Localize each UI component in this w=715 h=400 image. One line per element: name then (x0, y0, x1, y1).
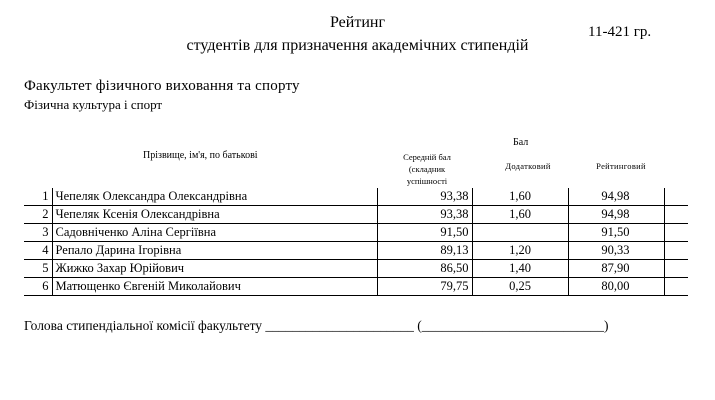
student-name: Садовніченко Аліна Сергіївна (52, 224, 377, 242)
row-number: 5 (24, 260, 52, 278)
empty-cell (664, 188, 688, 206)
rating-score: 91,50 (568, 224, 664, 242)
table-row (24, 278, 688, 296)
column-header-average (383, 151, 471, 187)
student-name: Репало Дарина Ігорівна (52, 242, 377, 260)
average-score: 86,50 (377, 260, 472, 278)
group-label: 11-421 гр. (588, 24, 652, 40)
student-name: Жижко Захар Юрійович (52, 260, 377, 278)
empty-cell (664, 206, 688, 224)
faculty-name: Факультет фізичного виховання та спорту (24, 78, 300, 94)
column-header-extra: Додатковий (505, 161, 551, 171)
document-subtitle: студентів для призначення академічних стипендій (186, 37, 529, 54)
average-score: 89,13 (377, 242, 472, 260)
rating-table-body (24, 188, 688, 296)
rating-table (24, 188, 688, 296)
empty-cell (664, 278, 688, 296)
rating-score: 94,98 (568, 188, 664, 206)
rating-score: 94,98 (568, 206, 664, 224)
extra-score: 1,60 (472, 188, 568, 206)
row-number: 1 (24, 188, 52, 206)
empty-cell (664, 260, 688, 278)
table-row (24, 260, 688, 278)
column-header-average-line1: Середній бал (403, 152, 451, 162)
extra-score: 1,40 (472, 260, 568, 278)
average-score: 91,50 (377, 224, 472, 242)
average-score: 79,75 (377, 278, 472, 296)
table-row (24, 224, 688, 242)
empty-cell (664, 224, 688, 242)
column-header-average-line2: (складник (408, 164, 446, 174)
row-number: 2 (24, 206, 52, 224)
table-row (24, 242, 688, 260)
rating-score: 90,33 (568, 242, 664, 260)
row-number: 6 (24, 278, 52, 296)
specialty-name: Фізична культура і спорт (24, 97, 163, 112)
extra-score: 1,60 (472, 206, 568, 224)
column-header-bal: Бал (513, 137, 529, 148)
extra-score (472, 224, 568, 242)
extra-score: 1,20 (472, 242, 568, 260)
column-header-rating: Рейтинговий (596, 161, 646, 171)
table-row (24, 206, 688, 224)
student-name: Матющенко Євгеній Миколайович (52, 278, 377, 296)
empty-cell (664, 242, 688, 260)
row-number: 3 (24, 224, 52, 242)
row-number: 4 (24, 242, 52, 260)
table-row (24, 188, 688, 206)
column-header-name: Прізвище, ім'я, по батькові (143, 150, 258, 161)
column-header-average-line3: успішності (406, 176, 448, 186)
rating-score: 80,00 (568, 278, 664, 296)
signature-line: Голова стипендіальної комісії факультету ______________________ (___________________________) (24, 318, 609, 333)
rating-score: 87,90 (568, 260, 664, 278)
student-name: Чепеляк Олександра Олександрівна (52, 188, 377, 206)
student-name: Чепеляк Ксенія Олександрівна (52, 206, 377, 224)
average-score: 93,38 (377, 206, 472, 224)
document-title: Рейтинг (329, 14, 386, 31)
extra-score: 0,25 (472, 278, 568, 296)
average-score: 93,38 (377, 188, 472, 206)
